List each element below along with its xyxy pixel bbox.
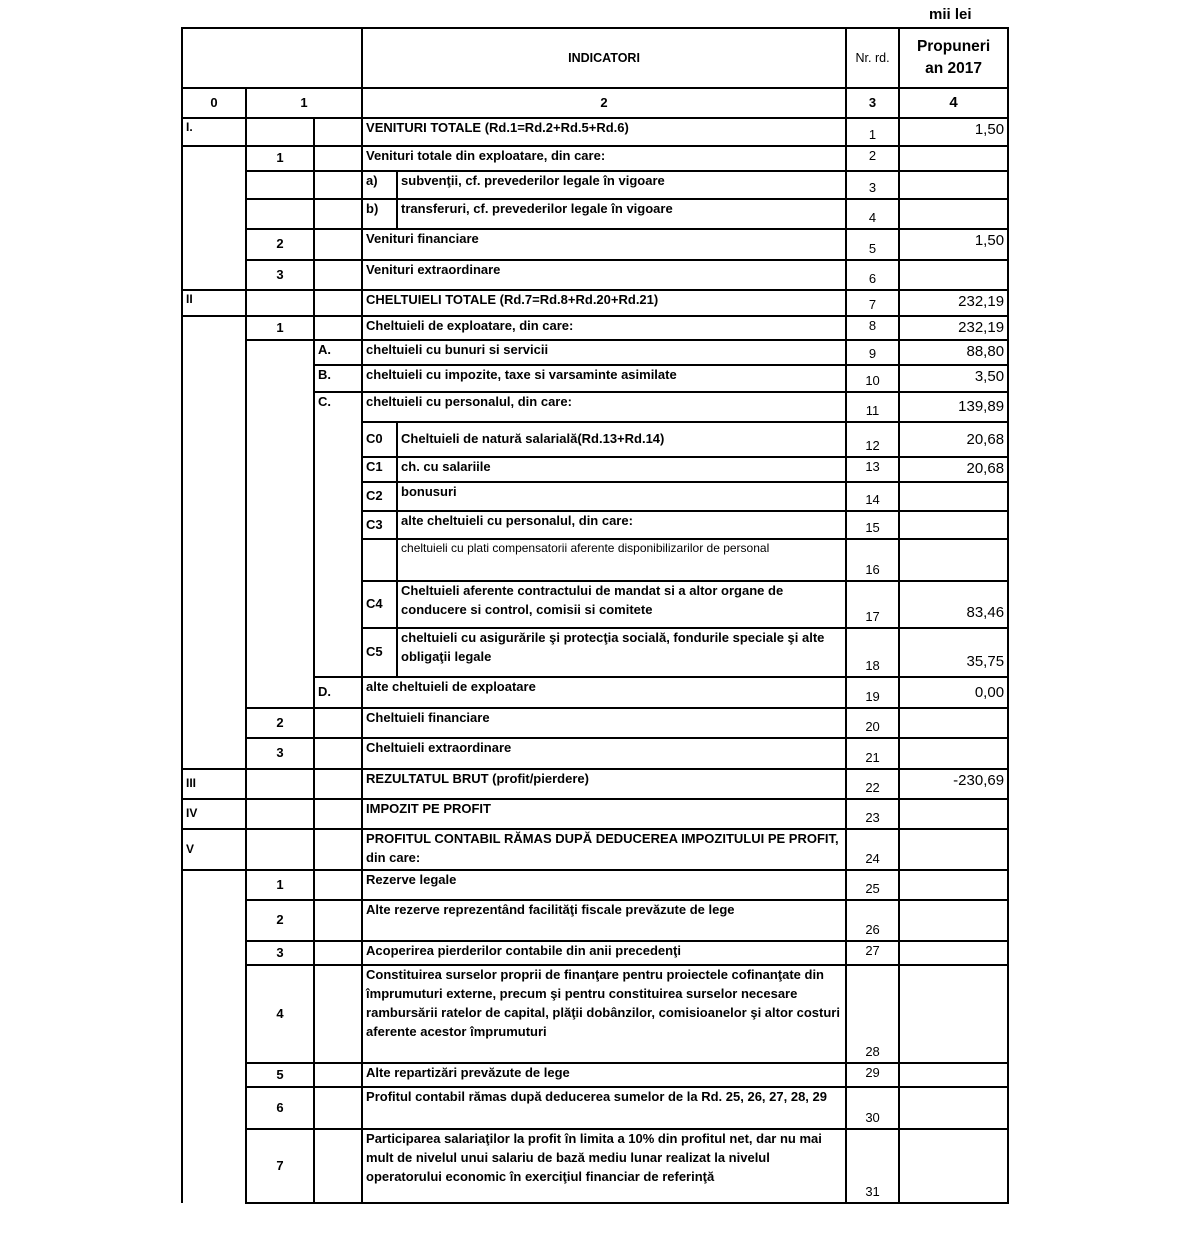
row-value: -230,69 (899, 769, 1008, 799)
row-number: 27 (846, 941, 899, 965)
row-label: IV (182, 799, 246, 829)
row-indicator: Cheltuieli aferente contractului de mandat si a altor organe de conducere si control, comisii si comitete (397, 581, 846, 628)
table-row (182, 965, 1008, 1063)
header-nr-rd: Nr. rd. (846, 28, 899, 88)
row-indicator: Cheltuieli de natură salarială(Rd.13+Rd.14) (397, 422, 846, 457)
row-number: 3 (846, 171, 899, 199)
row-number: 11 (846, 392, 899, 422)
row-indicator: Participarea salariaţilor la profit în limita a 10% din profitul net, dar nu mai mult de nivelul unui salariu de bază mediu lunar realizat la nivelul operatorului economic în exerciţiul financiar de referinţă (362, 1129, 846, 1203)
row-number: 12 (846, 422, 899, 457)
group-spacer (182, 316, 246, 769)
budget-table (181, 27, 1009, 1204)
header-indicatori: INDICATORI (362, 28, 846, 88)
row-label: 3 (246, 941, 314, 965)
row-value (899, 539, 1008, 581)
row-value (899, 965, 1008, 1063)
table-row (182, 1129, 1008, 1203)
row-number: 25 (846, 870, 899, 900)
row-number: 5 (846, 229, 899, 260)
table-row (182, 229, 1008, 260)
row-number: 29 (846, 1063, 899, 1087)
row-label: 2 (246, 708, 314, 738)
row-label: 1 (246, 870, 314, 900)
row-number: 2 (846, 146, 899, 171)
col-number-1: 1 (246, 88, 362, 118)
row-number: 4 (846, 199, 899, 229)
row-indicator: Cheltuieli extraordinare (362, 738, 846, 769)
table-row (182, 316, 1008, 340)
row-indicator: Rezerve legale (362, 870, 846, 900)
col-number-2: 2 (362, 88, 846, 118)
row-label: 1 (246, 146, 314, 171)
table-row (182, 870, 1008, 900)
row-label: 6 (246, 1087, 314, 1129)
row-indicator: Profitul contabil rămas după deducerea sumelor de la Rd. 25, 26, 27, 28, 29 (362, 1087, 846, 1129)
group-spacer (182, 146, 246, 290)
table-row (182, 199, 1008, 229)
row-value: 0,00 (899, 677, 1008, 708)
header-propuneri (899, 28, 1008, 88)
row-indicator: bonusuri (397, 482, 846, 511)
row-indicator: Venituri totale din exploatare, din care: (362, 146, 846, 171)
row-indicator: Venituri extraordinare (362, 260, 846, 290)
row-indicator: cheltuieli cu bunuri si servicii (362, 340, 846, 365)
row-label: C4 (362, 581, 397, 628)
row-indicator: cheltuieli cu personalul, din care: (362, 392, 846, 422)
row-label: 1 (246, 316, 314, 340)
row-number: 9 (846, 340, 899, 365)
row-number: 21 (846, 738, 899, 769)
row-number: 26 (846, 900, 899, 941)
row-indicator: Cheltuieli de exploatare, din care: (362, 316, 846, 340)
table-row (182, 146, 1008, 171)
table-row (182, 829, 1008, 870)
header-propuneri-line1: Propuneri (916, 37, 991, 55)
col-number-4: 4 (899, 88, 1008, 118)
row-label: a) (362, 171, 397, 199)
row-number: 6 (846, 260, 899, 290)
row-number: 8 (846, 316, 899, 340)
row-value (899, 1087, 1008, 1129)
row-number: 10 (846, 365, 899, 392)
row-value: 139,89 (899, 392, 1008, 422)
row-indicator: IMPOZIT PE PROFIT (362, 799, 846, 829)
row-indicator: ch. cu salariile (397, 457, 846, 482)
row-indicator: cheltuieli cu plati compensatorii aferente disponibilizarilor de personal (397, 539, 846, 581)
row-indicator: CHELTUIELI TOTALE (Rd.7=Rd.8+Rd.20+Rd.21) (362, 290, 846, 316)
row-value (899, 799, 1008, 829)
row-label: III (182, 769, 246, 799)
row-value (899, 829, 1008, 870)
table-row (182, 1087, 1008, 1129)
row-number: 7 (846, 290, 899, 316)
row-value: 35,75 (899, 628, 1008, 677)
table-row (182, 290, 1008, 316)
col-number-0: 0 (182, 88, 246, 118)
row-number: 1 (846, 118, 899, 146)
row-value (899, 146, 1008, 171)
row-label: C2 (362, 482, 397, 511)
row-value (899, 1063, 1008, 1087)
row-label: C1 (362, 457, 397, 482)
row-indicator: Acoperirea pierderilor contabile din anii precedenţi (362, 941, 846, 965)
row-label: C0 (362, 422, 397, 457)
unit-label: mii lei (929, 6, 972, 23)
row-number: 30 (846, 1087, 899, 1129)
row-indicator: cheltuieli cu impozite, taxe si varsaminte asimilate (362, 365, 846, 392)
row-value (899, 199, 1008, 229)
row-label: 2 (246, 229, 314, 260)
row-number: 13 (846, 457, 899, 482)
row-value (899, 941, 1008, 965)
row-indicator: alte cheltuieli de exploatare (362, 677, 846, 708)
row-label: 3 (246, 260, 314, 290)
group-spacer (246, 340, 314, 708)
row-value (899, 511, 1008, 539)
table-row (182, 1063, 1008, 1087)
row-value: 232,19 (899, 316, 1008, 340)
table-row (182, 708, 1008, 738)
row-indicator: Cheltuieli financiare (362, 708, 846, 738)
row-value: 3,50 (899, 365, 1008, 392)
row-number: 22 (846, 769, 899, 799)
row-value (899, 870, 1008, 900)
table-row (182, 738, 1008, 769)
row-value (899, 900, 1008, 941)
table-row (182, 118, 1008, 146)
row-number: 31 (846, 1129, 899, 1203)
row-value: 88,80 (899, 340, 1008, 365)
row-number: 28 (846, 965, 899, 1063)
row-label: 5 (246, 1063, 314, 1087)
row-label: C5 (362, 628, 397, 677)
row-label: 3 (246, 738, 314, 769)
table-row (182, 941, 1008, 965)
row-value: 232,19 (899, 290, 1008, 316)
row-label: C3 (362, 511, 397, 539)
row-indicator: transferuri, cf. prevederilor legale în vigoare (397, 199, 846, 229)
row-number: 23 (846, 799, 899, 829)
row-label: D. (314, 677, 362, 708)
row-number: 19 (846, 677, 899, 708)
row-label: B. (314, 365, 362, 392)
row-number: 16 (846, 539, 899, 581)
row-number: 15 (846, 511, 899, 539)
row-number: 14 (846, 482, 899, 511)
table-row (182, 171, 1008, 199)
table-row (182, 900, 1008, 941)
row-number: 24 (846, 829, 899, 870)
row-label: 7 (246, 1129, 314, 1203)
header-propuneri-line2: an 2017 (925, 60, 982, 77)
group-spacer (182, 870, 246, 1203)
row-value (899, 738, 1008, 769)
row-value (899, 708, 1008, 738)
row-label: V (182, 829, 246, 870)
row-value (899, 260, 1008, 290)
row-label: 4 (246, 965, 314, 1063)
row-indicator: subvenţii, cf. prevederilor legale în vigoare (397, 171, 846, 199)
row-label: I. (182, 118, 246, 146)
row-label (362, 539, 397, 581)
row-indicator: alte cheltuieli cu personalul, din care: (397, 511, 846, 539)
table-row (182, 799, 1008, 829)
row-value: 83,46 (899, 581, 1008, 628)
row-value: 20,68 (899, 422, 1008, 457)
row-value: 1,50 (899, 118, 1008, 146)
row-label: II (182, 290, 246, 316)
row-indicator: Venituri financiare (362, 229, 846, 260)
row-value (899, 482, 1008, 511)
row-value: 1,50 (899, 229, 1008, 260)
row-indicator: PROFITUL CONTABIL RĂMAS DUPĂ DEDUCEREA IMPOZITULUI PE PROFIT, din care: (362, 829, 846, 870)
column-number-row (182, 88, 1008, 118)
row-number: 18 (846, 628, 899, 677)
row-indicator: cheltuieli cu asigurările şi protecţia socială, fondurile speciale şi alte obligaţii legale (397, 628, 846, 677)
row-indicator: Alte rezerve reprezentând facilităţi fiscale prevăzute de lege (362, 900, 846, 941)
row-label: 2 (246, 900, 314, 941)
row-value (899, 171, 1008, 199)
row-indicator: Alte repartizări prevăzute de lege (362, 1063, 846, 1087)
row-label: b) (362, 199, 397, 229)
row-number: 17 (846, 581, 899, 628)
row-label: C. (314, 392, 362, 677)
header-blank-cell (182, 28, 362, 88)
table-row (182, 340, 1008, 365)
row-number: 20 (846, 708, 899, 738)
row-indicator: VENITURI TOTALE (Rd.1=Rd.2+Rd.5+Rd.6) (362, 118, 846, 146)
row-value (899, 1129, 1008, 1203)
row-indicator: REZULTATUL BRUT (profit/pierdere) (362, 769, 846, 799)
header-row (182, 28, 1008, 88)
row-label: A. (314, 340, 362, 365)
table-row (182, 260, 1008, 290)
col-number-3: 3 (846, 88, 899, 118)
row-value: 20,68 (899, 457, 1008, 482)
row-indicator: Constituirea surselor proprii de finanţare pentru proiectele cofinanţate din împrumuturi externe, precum şi pentru constituirea surselor necesare rambursării ratelor de capital, plăţii dobânzilor, comisioanelor şi altor costuri aferente acestor împrumuturi (362, 965, 846, 1063)
table-row (182, 769, 1008, 799)
